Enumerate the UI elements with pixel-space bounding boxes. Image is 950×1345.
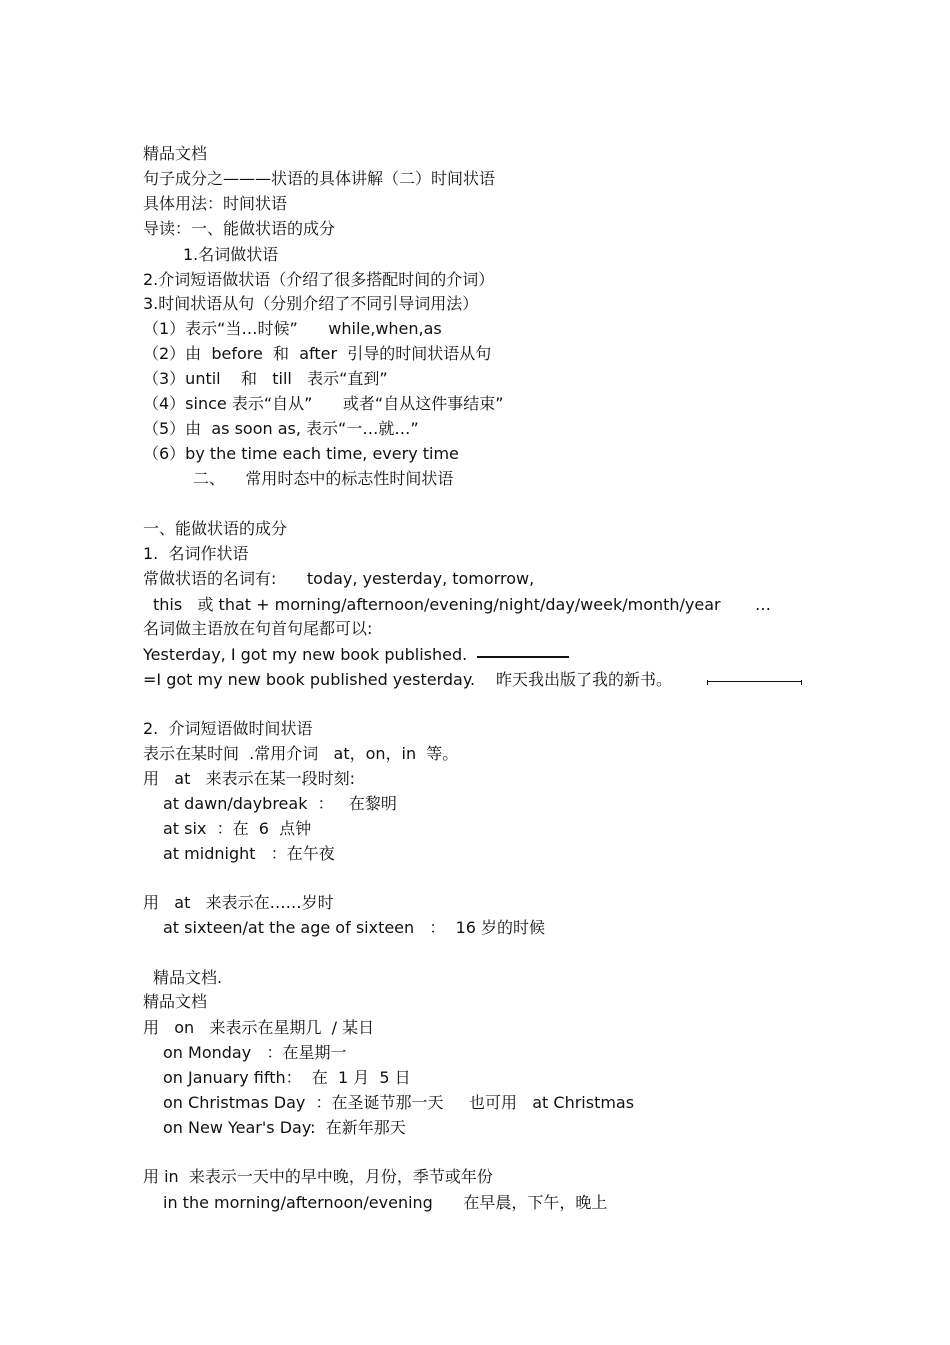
blank-line-2-left-tick	[707, 680, 708, 685]
outline-sub-4: （4）since 表示“自从” 或者“自从这件事结束”	[143, 394, 504, 413]
in-example: in the morning/afternoon/evening 在早晨，下午，晚上	[163, 1193, 608, 1212]
on-example-1: on Monday ：在星期一	[163, 1043, 347, 1062]
section2-intro: 表示在某时间 .常用介词 at，on，in 等。	[143, 744, 459, 763]
common-nouns-line: 常做状语的名词有: today, yesterday, tomorrow,	[143, 569, 535, 588]
position-note: 名词做主语放在句首句尾都可以:	[143, 619, 373, 638]
at-age-label: 用 at 来表示在……岁时	[143, 893, 334, 912]
guide-line: 导读：一、能做状语的成分	[143, 219, 336, 238]
at-moment-example-2: at six ：在 6 点钟	[163, 819, 312, 838]
outline-item-2: 2.介词短语做状语（介绍了很多搭配时间的介词）	[143, 270, 495, 289]
on-label: 用 on 来表示在星期几 / 某日	[143, 1018, 375, 1037]
section1-heading: 一、能做状语的成分	[143, 519, 288, 538]
blank-line-2	[707, 681, 801, 682]
on-example-3: on Christmas Day ：在圣诞节那一天 也可用 at Christmas	[163, 1093, 635, 1112]
at-moment-example-3: at midnight ：在午夜	[163, 844, 335, 863]
on-example-4: on New Year's Day: 在新年那天	[163, 1118, 406, 1137]
lesson-title: 句子成分之———状语的具体讲解（二）时间状语	[143, 169, 496, 188]
section1-subheading: 1. 名词作状语	[143, 544, 249, 563]
at-moment-label: 用 at 来表示在某一段时刻:	[143, 769, 355, 788]
on-example-2: on January fifth： 在 1 月 5 日	[163, 1068, 411, 1087]
blank-line-2-right-tick	[801, 680, 802, 685]
outline-part-2: 二、 常用时态中的标志性时间状语	[193, 469, 454, 488]
outline-sub-6: （6）by the time each time, every time	[143, 444, 459, 463]
page-header-2: 精品文档	[143, 992, 208, 1011]
at-moment-example-1: at dawn/daybreak ： 在黎明	[163, 794, 397, 813]
outline-item-3: 3.时间状语从句（分别介绍了不同引导词用法）	[143, 294, 479, 313]
page-footer: 精品文档.	[153, 968, 223, 987]
outline-sub-2: （2）由 before 和 after 引导的时间状语从句	[143, 344, 492, 363]
example-translation: 昨天我出版了我的新书。	[496, 670, 673, 689]
example-sentence-2: =I got my new book published yesterday.	[143, 670, 476, 689]
ellipsis-mark: …	[755, 595, 771, 614]
outline-sub-3: （3）until 和 till 表示“直到”	[143, 369, 388, 388]
outline-sub-1: （1）表示“当…时候” while,when,as	[143, 319, 442, 338]
example-sentence-1: Yesterday, I got my new book published.	[143, 645, 468, 664]
in-label: 用 in 来表示一天中的早中晚，月份，季节或年份	[143, 1167, 493, 1186]
doc-header: 精品文档	[143, 144, 208, 163]
outline-item-1: 1.名词做状语	[183, 245, 279, 264]
this-that-line: this 或 that + morning/afternoon/evening/night/day/week/month/year	[153, 595, 721, 614]
section2-heading: 2. 介词短语做时间状语	[143, 719, 313, 738]
outline-sub-5: （5）由 as soon as, 表示“一…就…”	[143, 419, 419, 438]
usage-line: 具体用法：时间状语	[143, 194, 288, 213]
blank-line-1	[477, 656, 569, 658]
at-age-example: at sixteen/at the age of sixteen ： 16 岁的时候	[163, 918, 546, 937]
